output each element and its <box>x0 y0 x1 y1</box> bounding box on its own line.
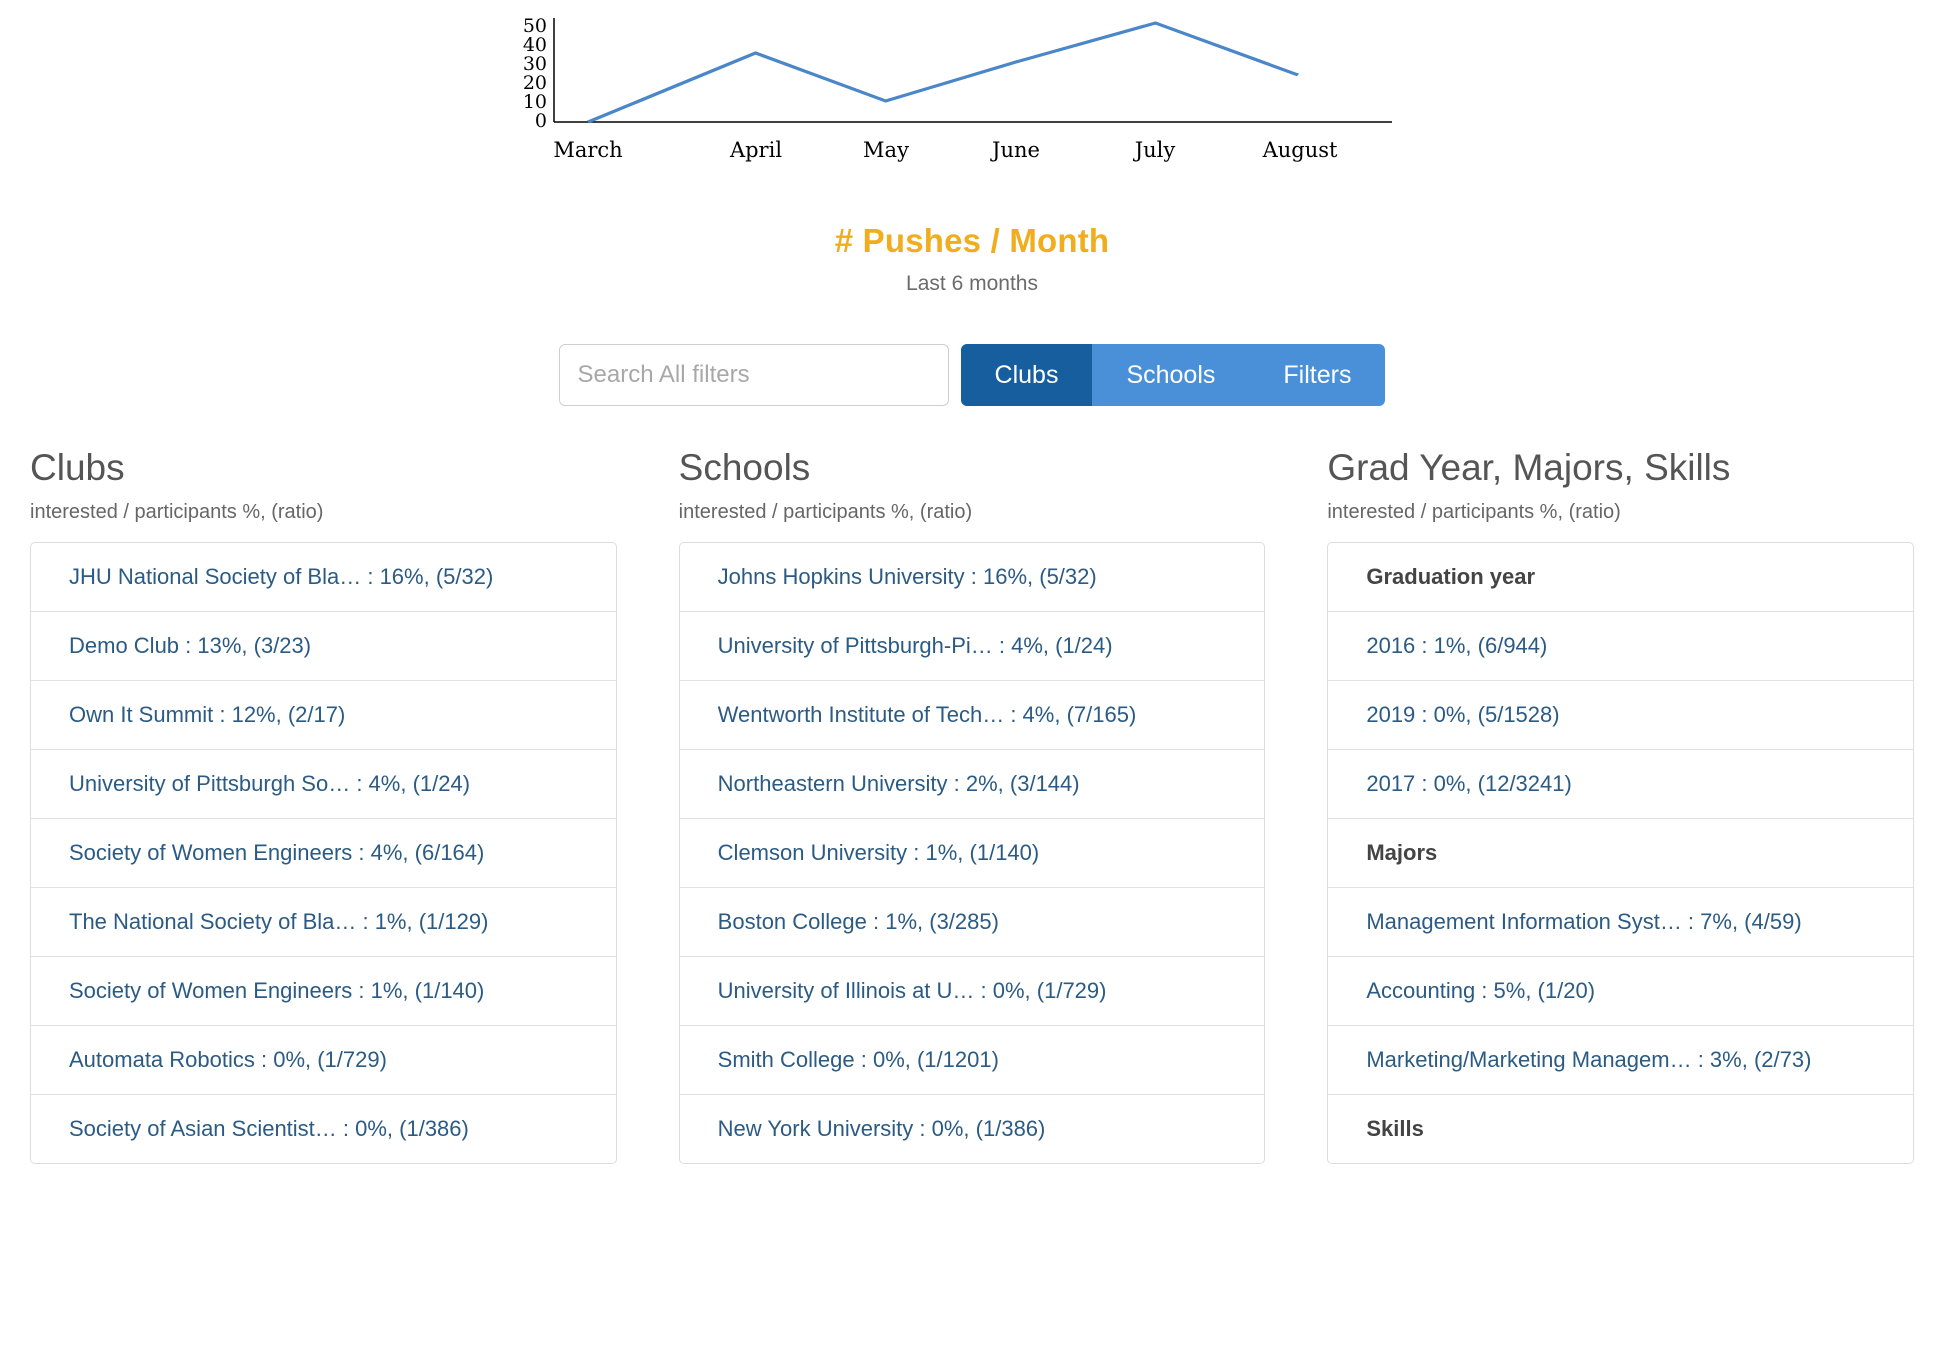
list-item[interactable]: Society of Asian Scientist… : 0%, (1/386) <box>69 1115 469 1141</box>
column-subtitle-clubs: interested / participants %, (ratio) <box>30 500 324 523</box>
list-item[interactable]: Northeastern University : 2%, (3/144) <box>680 750 1265 819</box>
grad-majors-skills-list <box>1327 542 1914 1164</box>
chart-svg <box>492 10 1452 200</box>
svg-text:March: March <box>553 138 623 162</box>
pushes-per-month-line-chart <box>492 10 1452 200</box>
svg-text:July: July <box>1134 138 1176 162</box>
list-item[interactable]: Wentworth Institute of Tech… : 4%, (7/165) <box>680 681 1265 750</box>
svg-text:40: 40 <box>522 34 547 56</box>
list-item[interactable]: University of Pittsburgh So… : 4%, (1/24) <box>31 750 616 819</box>
svg-text:June: June <box>992 138 1040 162</box>
list-item[interactable]: Automata Robotics : 0%, (1/729) <box>31 1026 616 1095</box>
svg-text:30: 30 <box>522 53 547 75</box>
schools-list <box>679 542 1266 1164</box>
list-item[interactable]: 2019 : 0%, (5/1528) <box>1328 681 1913 750</box>
column-title-clubs: Clubs <box>30 447 125 488</box>
column-clubs <box>30 448 617 1164</box>
chart-title: # Pushes / Month <box>834 222 1110 259</box>
list-item[interactable]: New York University : 0%, (1/386) <box>717 1115 1046 1141</box>
svg-text:May: May <box>863 138 909 162</box>
list-item[interactable]: Own It Summit : 12%, (2/17) <box>31 681 616 750</box>
list-item[interactable]: Boston College : 1%, (3/285) <box>680 888 1265 957</box>
chart-subtitle: Last 6 months <box>906 272 1038 295</box>
list-item[interactable]: 2017 : 0%, (12/3241) <box>1328 750 1913 819</box>
column-grad-year-majors-skills <box>1327 448 1914 1164</box>
chart-series-line <box>588 23 1298 122</box>
tab-filters[interactable]: Filters <box>1249 344 1385 406</box>
list-item[interactable]: 2016 : 1%, (6/944) <box>1328 612 1913 681</box>
search-input[interactable] <box>559 344 949 406</box>
tab-clubs[interactable]: Clubs <box>961 344 1093 406</box>
list-item[interactable]: JHU National Society of Bla… : 16%, (5/32) <box>31 543 616 612</box>
filter-tab-group <box>961 344 1386 406</box>
list-item[interactable]: The National Society of Bla… : 1%, (1/129) <box>31 888 616 957</box>
svg-text:0: 0 <box>534 110 547 132</box>
svg-text:20: 20 <box>522 72 547 94</box>
svg-text:50: 50 <box>522 15 547 37</box>
list-section-header: Majors <box>1328 819 1913 888</box>
results-columns <box>0 448 1944 1164</box>
column-schools <box>679 448 1266 1164</box>
svg-text:10: 10 <box>522 91 547 113</box>
list-item[interactable]: Smith College : 0%, (1/1201) <box>680 1026 1265 1095</box>
column-title-grad-year-majors-skills: Grad Year, Majors, Skills <box>1327 447 1731 488</box>
column-subtitle-grad-year-majors-skills: interested / participants %, (ratio) <box>1327 500 1621 523</box>
list-item[interactable]: Demo Club : 13%, (3/23) <box>31 612 616 681</box>
list-item[interactable]: Society of Women Engineers : 4%, (6/164) <box>31 819 616 888</box>
chart-container <box>492 10 1452 296</box>
clubs-list <box>30 542 617 1164</box>
filter-controls <box>0 344 1944 406</box>
chart-section <box>0 0 1944 296</box>
list-item[interactable]: Accounting : 5%, (1/20) <box>1328 957 1913 1026</box>
y-axis-labels <box>523 15 547 132</box>
list-section-header: Graduation year <box>1328 543 1913 612</box>
svg-text:August: August <box>1262 138 1338 162</box>
list-item[interactable]: University of Illinois at U… : 0%, (1/729) <box>680 957 1265 1026</box>
list-item[interactable]: Marketing/Marketing Managem… : 3%, (2/73) <box>1328 1026 1913 1095</box>
list-item[interactable]: Johns Hopkins University : 16%, (5/32) <box>680 543 1265 612</box>
tab-schools[interactable]: Schools <box>1092 344 1249 406</box>
list-item[interactable]: Clemson University : 1%, (1/140) <box>680 819 1265 888</box>
list-section-header: Skills <box>1366 1115 1424 1141</box>
list-item[interactable]: Society of Women Engineers : 1%, (1/140) <box>31 957 616 1026</box>
x-axis-labels <box>553 138 1338 162</box>
list-item[interactable]: University of Pittsburgh-Pi… : 4%, (1/24) <box>680 612 1265 681</box>
list-item[interactable]: Management Information Syst… : 7%, (4/59) <box>1328 888 1913 957</box>
svg-text:April: April <box>729 138 783 162</box>
column-subtitle-schools: interested / participants %, (ratio) <box>678 500 973 523</box>
column-title-schools: Schools <box>678 447 811 488</box>
